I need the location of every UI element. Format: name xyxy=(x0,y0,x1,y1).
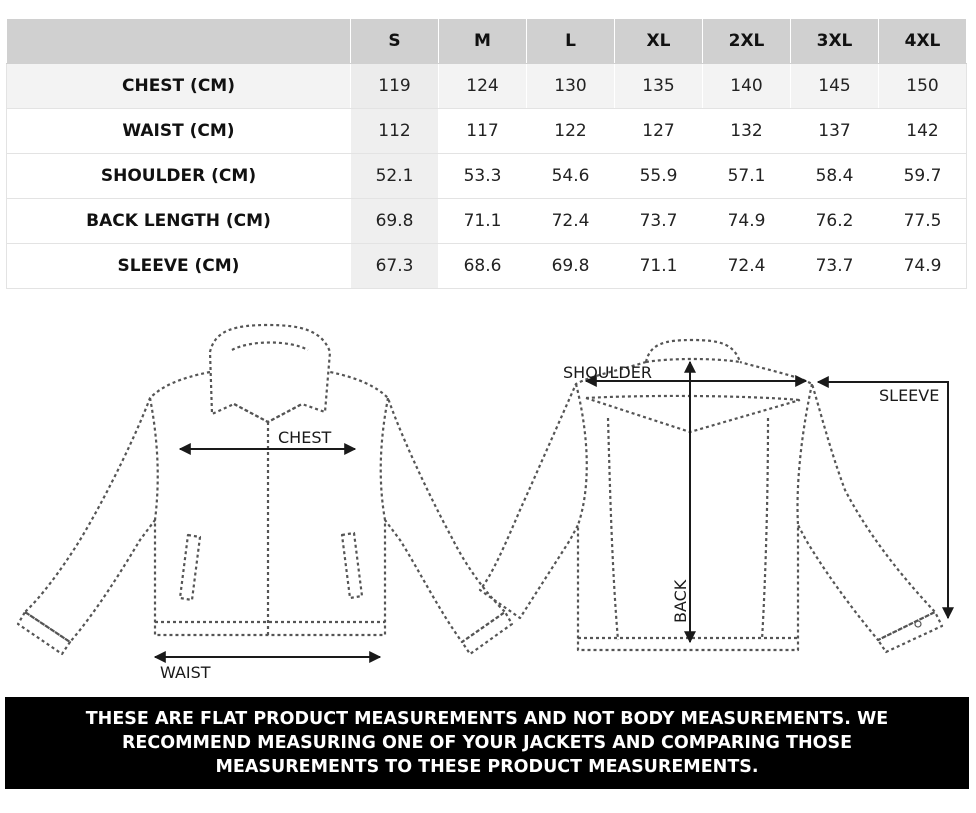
notice-text: THESE ARE FLAT PRODUCT MEASUREMENTS AND NOT BODY MEASUREMENTS. WE RECOMMEND MEASURING ONE OF YOUR JACKETS AND COMPARING THOSE MEASUREMENTS TO THESE PRODUCT MEASUREMENTS. xyxy=(85,709,889,777)
table-cell: 59.7 xyxy=(879,154,967,199)
table-cell: 127 xyxy=(615,109,703,154)
row-label: SLEEVE (CM) xyxy=(7,244,351,289)
table-cell: 69.8 xyxy=(527,244,615,289)
table-cell: 58.4 xyxy=(791,154,879,199)
table-cell: 76.2 xyxy=(791,199,879,244)
table-cell: 145 xyxy=(791,64,879,109)
size-header-cell: 3XL xyxy=(791,19,879,64)
shoulder-label: SHOULDER xyxy=(563,363,652,382)
table-cell: 67.3 xyxy=(351,244,439,289)
table-row xyxy=(7,154,967,199)
table-cell: 150 xyxy=(879,64,967,109)
table-cell: 57.1 xyxy=(703,154,791,199)
sleeve-label: SLEEVE xyxy=(879,386,940,405)
row-label: WAIST (CM) xyxy=(7,109,351,154)
table-cell: 112 xyxy=(351,109,439,154)
table-cell: 52.1 xyxy=(351,154,439,199)
row-label: BACK LENGTH (CM) xyxy=(7,199,351,244)
table-cell: 137 xyxy=(791,109,879,154)
size-header-cell: M xyxy=(439,19,527,64)
table-row xyxy=(7,64,967,109)
size-chart-table xyxy=(6,19,967,289)
size-header-cell: 4XL xyxy=(879,19,967,64)
table-cell: 54.6 xyxy=(527,154,615,199)
table-row xyxy=(7,109,967,154)
table-cell: 72.4 xyxy=(703,244,791,289)
table-cell: 140 xyxy=(703,64,791,109)
table-cell: 142 xyxy=(879,109,967,154)
table-cell: 117 xyxy=(439,109,527,154)
size-header-row xyxy=(7,19,967,64)
size-header-cell: 2XL xyxy=(703,19,791,64)
table-cell: 68.6 xyxy=(439,244,527,289)
waist-label: WAIST xyxy=(160,663,211,682)
measurement-notice-banner xyxy=(5,697,969,789)
table-cell: 77.5 xyxy=(879,199,967,244)
table-cell: 53.3 xyxy=(439,154,527,199)
table-row xyxy=(7,199,967,244)
table-cell: 124 xyxy=(439,64,527,109)
measurement-diagram xyxy=(0,300,976,695)
table-cell: 132 xyxy=(703,109,791,154)
sleeve-measure-line xyxy=(818,382,948,618)
table-cell: 135 xyxy=(615,64,703,109)
table-cell: 119 xyxy=(351,64,439,109)
table-cell: 122 xyxy=(527,109,615,154)
size-header-cell: XL xyxy=(615,19,703,64)
table-cell: 73.7 xyxy=(791,244,879,289)
table-cell: 72.4 xyxy=(527,199,615,244)
back-length-label: BACK xyxy=(671,579,690,623)
row-label: SHOULDER (CM) xyxy=(7,154,351,199)
table-cell: 130 xyxy=(527,64,615,109)
header-corner-cell xyxy=(7,19,351,64)
table-cell: 73.7 xyxy=(615,199,703,244)
table-row xyxy=(7,244,967,289)
size-header-cell: L xyxy=(527,19,615,64)
back-jacket-illustration xyxy=(480,340,942,652)
row-label: CHEST (CM) xyxy=(7,64,351,109)
front-jacket-illustration xyxy=(18,325,512,654)
table-cell: 74.9 xyxy=(703,199,791,244)
table-cell: 71.1 xyxy=(439,199,527,244)
chest-label: CHEST xyxy=(278,428,332,447)
size-header-cell: S xyxy=(351,19,439,64)
table-cell: 74.9 xyxy=(879,244,967,289)
table-cell: 55.9 xyxy=(615,154,703,199)
table-cell: 69.8 xyxy=(351,199,439,244)
table-cell: 71.1 xyxy=(615,244,703,289)
